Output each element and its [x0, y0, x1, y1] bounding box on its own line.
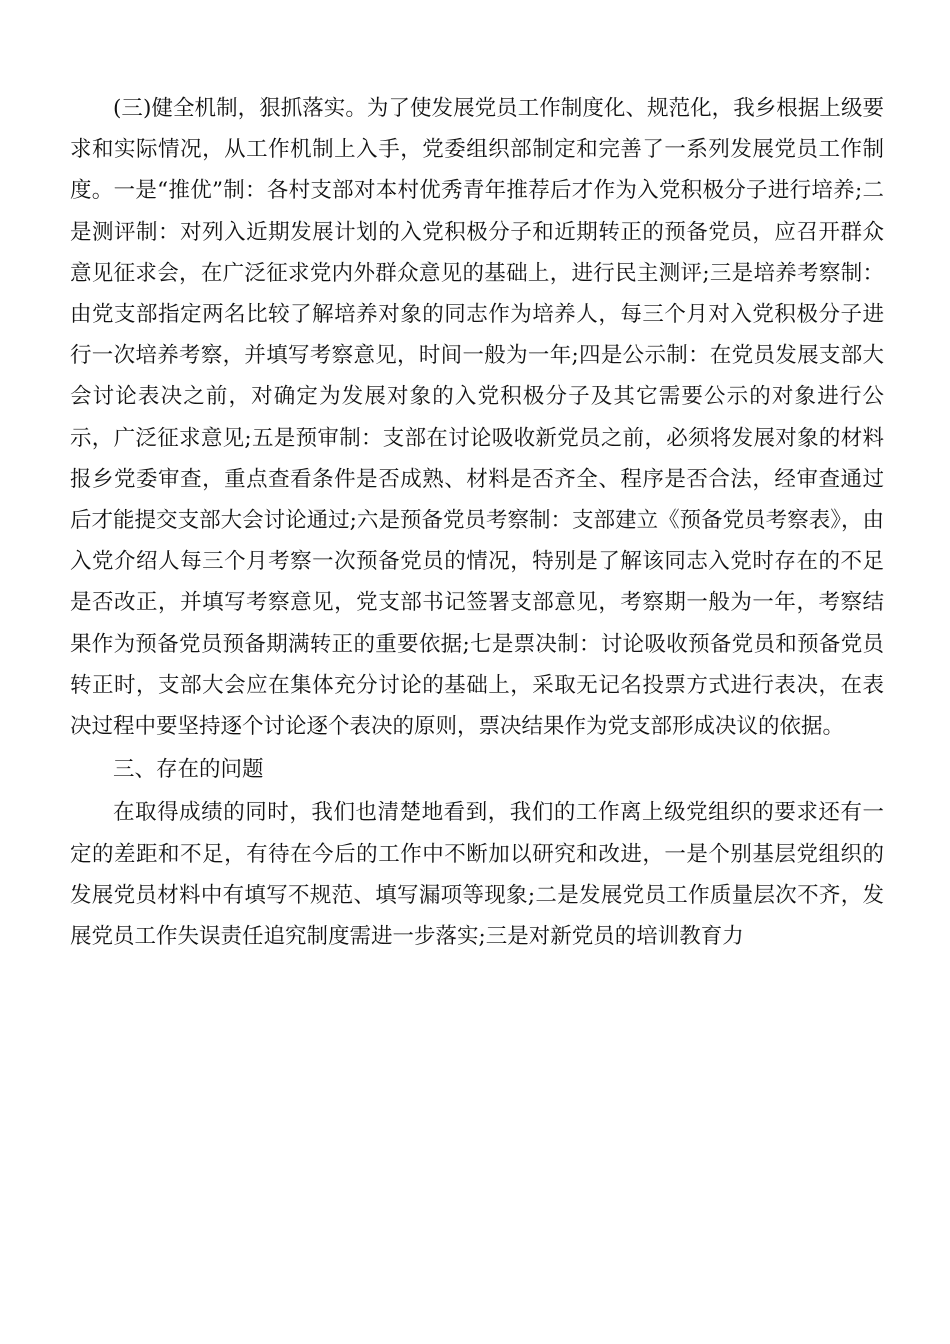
body-paragraph-problems: 在取得成绩的同时，我们也清楚地看到，我们的工作离上级党组织的要求还有一定的差距和不足，有待在今后的工作中不断加以研究和改进，一是个别基层党组织的发展党员材料中有填写不规范、填写漏项等现象;二是发展党员工作质量层次不齐，发展党员工作失误责任追究制度需进一步落实;三是对新党员的培训教育力 — [70, 800, 884, 950]
section-heading-problems: 三、存在的问题 — [113, 757, 264, 783]
document-page — [70, 88, 884, 957]
body-paragraph-mechanisms: (三)健全机制，狠抓落实。为了使发展党员工作制度化、规范化，我乡根据上级要求和实际情况，从工作机制上入手，党委组织部制定和完善了一系列发展党员工作制度。一是“推优”制：各村支部对本村优秀青年推荐后才作为入党积极分子进行培养;二是测评制：对列入近期发展计划的入党积极分子和近期转正的预备党员，应召开群众意见征求会，在广泛征求党内外群众意见的基础上，进行民主测评;三是培养考察制：由党支部指定两名比较了解培养对象的同志作为培养人，每三个月对入党积极分子进行一次培养考察，并填写考察意见，时间一般为一年;四是公示制：在党员发展支部大会讨论表决之前，对确定为发展对象的入党积极分子及其它需要公示的对象进行公示，广泛征求意见;五是预审制：支部在讨论吸收新党员之前，必须将发展对象的材料报乡党委审查，重点查看条件是否成熟、材料是否齐全、程序是否合法，经审查通过后才能提交支部大会讨论通过;六是预备党员考察制：支部建立《预备党员考察表》，由入党介绍人每三个月考察一次预备党员的情况，特别是了解该同志入党时存在的不足是否改正，并填写考察意见，党支部书记签署支部意见，考察期一般为一年，考察结果作为预备党员预备期满转正的重要依据;七是票决制：讨论吸收预备党员和预备党员转正时，支部大会应在集体充分讨论的基础上，采取无记名投票方式进行表决，在表决过程中要坚持逐个讨论逐个表决的原则，票决结果作为党支部形成决议的依据。 — [70, 96, 884, 740]
